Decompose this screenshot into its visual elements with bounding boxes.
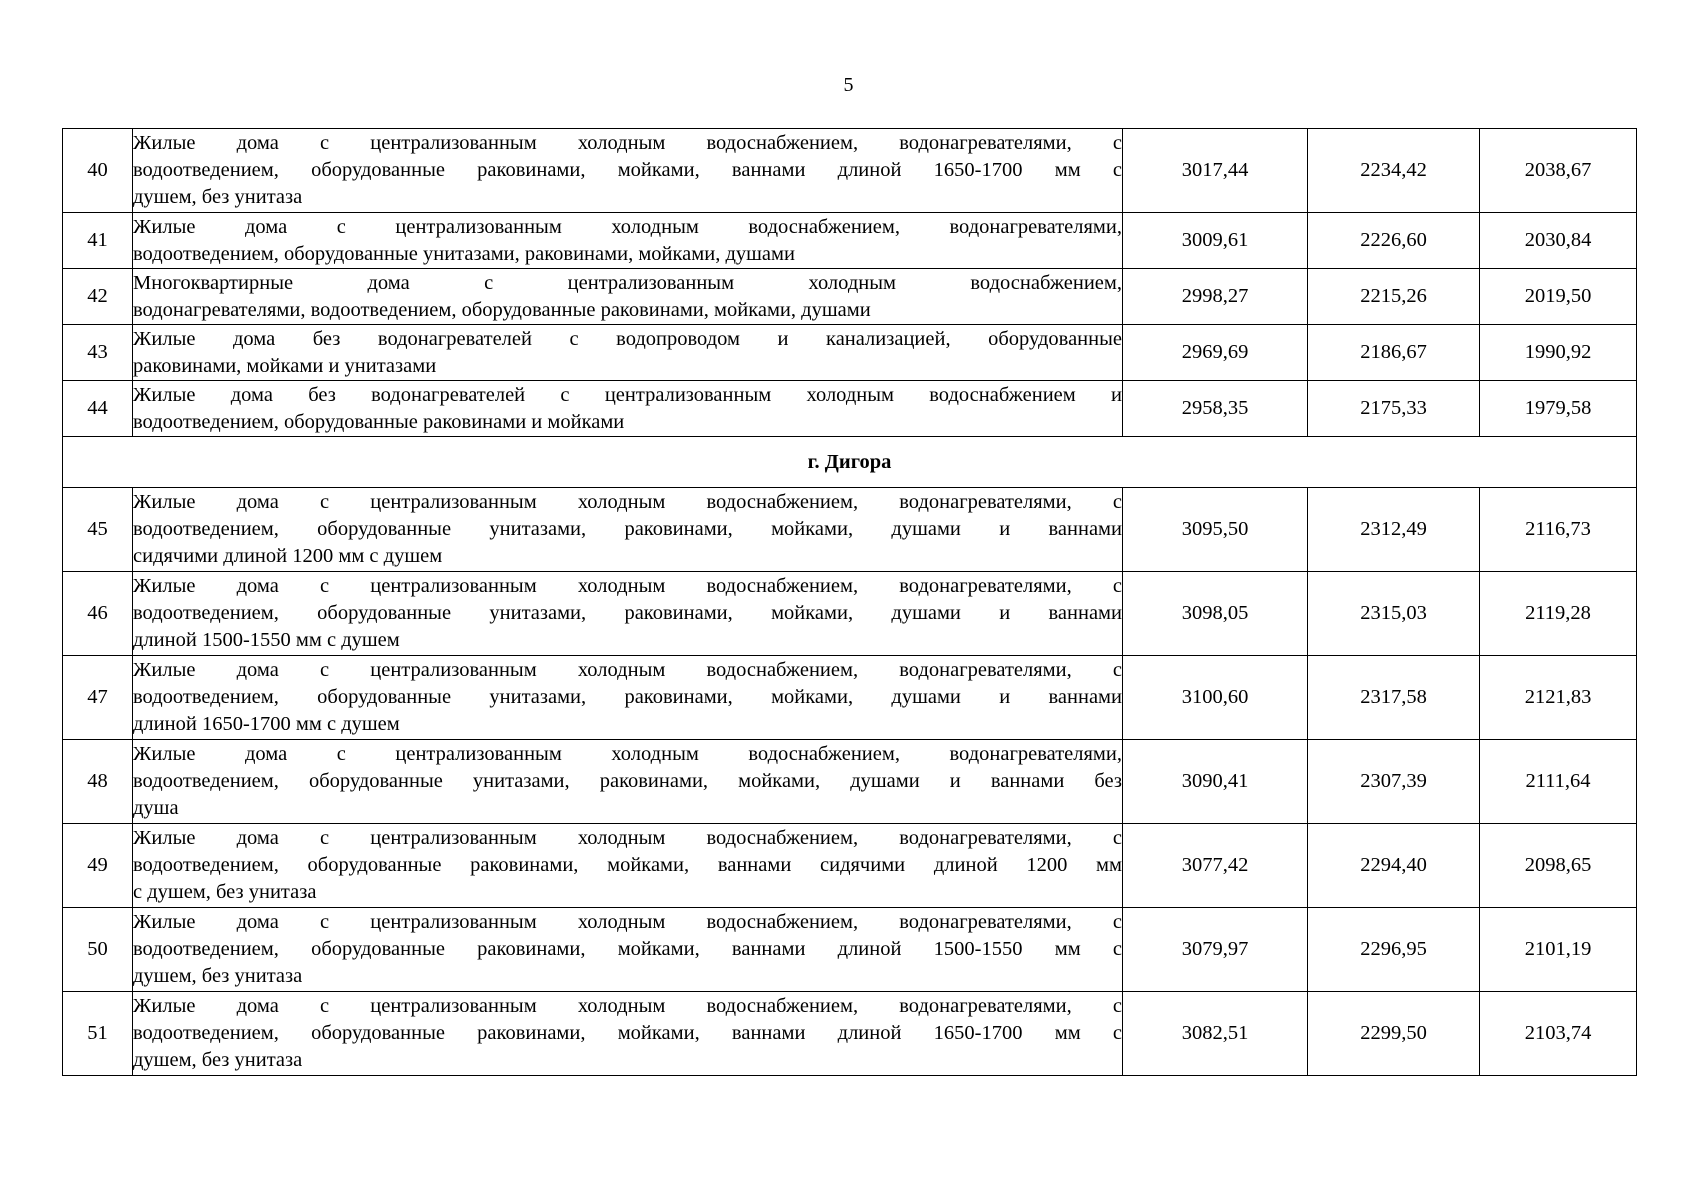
description-line: душем, без унитаза [133,186,303,208]
description-line: раковинами, мойками и унитазами [133,354,437,377]
table-section [63,437,1637,488]
row-number: 43 [63,325,133,381]
table-row [63,824,1637,908]
row-value-1: 2969,69 [1123,325,1308,381]
description-line: душа [133,797,179,819]
row-value-2: 2296,95 [1308,908,1480,992]
row-value-1: 2958,35 [1123,381,1308,437]
row-value-3: 2119,28 [1480,572,1637,656]
row-value-2: 2186,67 [1308,325,1480,381]
row-value-3: 2019,50 [1480,269,1637,325]
table-row [63,740,1637,824]
description-line: водоотведением, оборудованные раковинами, мойками, ваннами длиной 1650-1700 мм с [133,159,1122,181]
row-value-2: 2317,58 [1308,656,1480,740]
description-line: Жилые дома без водонагревателей с централизованным холодным водоснабжением и [133,383,1122,406]
table-row [63,269,1637,325]
row-value-1: 3077,42 [1123,824,1308,908]
row-description [133,325,1123,381]
row-value-1: 3098,05 [1123,572,1308,656]
description-line: душем, без унитаза [133,1049,303,1071]
description-line: Жилые дома с централизованным холодным водоснабжением, водонагревателями, с [133,659,1122,681]
row-number: 42 [63,269,133,325]
row-value-2: 2215,26 [1308,269,1480,325]
description-line: Жилые дома с централизованным холодным водоснабжением, водонагревателями, [133,215,1122,238]
row-value-2: 2312,49 [1308,488,1480,572]
row-value-3: 2030,84 [1480,213,1637,269]
description-line: водоотведением, оборудованные раковинами, мойками, ваннами длиной 1650-1700 мм с [133,1022,1122,1044]
description-line: Жилые дома с централизованным холодным водоснабжением, водонагревателями, с [133,132,1122,154]
description-line: Жилые дома с централизованным холодным водоснабжением, водонагревателями, с [133,911,1122,933]
row-value-3: 1990,92 [1480,325,1637,381]
description-line: водоотведением, оборудованные раковинами, мойками, ваннами длиной 1500-1550 мм с [133,938,1122,960]
description-line: Жилые дома с централизованным холодным водоснабжением, водонагревателями, [133,743,1122,765]
table-row [63,656,1637,740]
row-value-2: 2294,40 [1308,824,1480,908]
row-description [133,740,1123,824]
description-line: водоотведением, оборудованные унитазами, раковинами, мойками, душами и ваннами без [133,770,1122,792]
description-line: длиной 1650-1700 мм с душем [133,713,400,735]
row-description [133,908,1123,992]
row-description [133,992,1123,1076]
row-value-2: 2175,33 [1308,381,1480,437]
row-description [133,129,1123,213]
row-value-3: 2116,73 [1480,488,1637,572]
description-line: водоотведением, оборудованные унитазами, раковинами, мойками, душами и ваннами [133,518,1122,540]
row-value-1: 3079,97 [1123,908,1308,992]
table-row [63,381,1637,437]
row-value-1: 3100,60 [1123,656,1308,740]
row-value-1: 3082,51 [1123,992,1308,1076]
table-row [63,992,1637,1076]
row-value-3: 2038,67 [1480,129,1637,213]
table-row [63,572,1637,656]
row-value-3: 1979,58 [1480,381,1637,437]
table-row [63,325,1637,381]
description-line: душем, без унитаза [133,965,303,987]
description-line: водоотведением, оборудованные унитазами, раковинами, мойками, душами и ваннами [133,686,1122,708]
description-line: Жилые дома без водонагревателей с водопроводом и канализацией, оборудованные [133,327,1122,350]
section-header-row [63,437,1637,488]
section-title: г. Дигора [63,437,1637,488]
row-description [133,824,1123,908]
row-description [133,572,1123,656]
row-description [133,488,1123,572]
description-line: водоотведением, оборудованные унитазами, раковинами, мойками, душами и ваннами [133,602,1122,624]
row-description [133,269,1123,325]
row-value-1: 2998,27 [1123,269,1308,325]
row-description [133,381,1123,437]
row-number: 49 [63,824,133,908]
row-number: 50 [63,908,133,992]
row-value-3: 2098,65 [1480,824,1637,908]
row-number: 40 [63,129,133,213]
table-body-after-section [63,488,1637,1076]
row-value-3: 2121,83 [1480,656,1637,740]
description-line: Жилые дома с централизованным холодным водоснабжением, водонагревателями, с [133,827,1122,849]
row-number: 47 [63,656,133,740]
description-line: водоотведением, оборудованные унитазами, раковинами, мойками, душами [133,242,795,265]
row-number: 44 [63,381,133,437]
description-line: Жилые дома с централизованным холодным водоснабжением, водонагревателями, с [133,575,1122,597]
description-line: Многоквартирные дома с централизованным холодным водоснабжением, [133,271,1122,294]
description-line: водоотведением, оборудованные раковинами, мойками, ваннами сидячими длиной 1200 мм [133,854,1122,876]
table-body-before-section [63,129,1637,437]
row-value-1: 3017,44 [1123,129,1308,213]
row-number: 41 [63,213,133,269]
row-value-2: 2315,03 [1308,572,1480,656]
description-line: водонагревателями, водоотведением, оборудованные раковинами, мойками, душами [133,298,871,321]
description-line: длиной 1500-1550 мм с душем [133,629,400,651]
row-value-2: 2226,60 [1308,213,1480,269]
description-line: с душем, без унитаза [133,881,317,903]
row-description [133,213,1123,269]
description-line: Жилые дома с централизованным холодным водоснабжением, водонагревателями, с [133,995,1122,1017]
row-value-2: 2299,50 [1308,992,1480,1076]
tariff-table [62,128,1637,1076]
row-value-1: 3090,41 [1123,740,1308,824]
table-row [63,129,1637,213]
description-line: Жилые дома с централизованным холодным водоснабжением, водонагревателями, с [133,491,1122,513]
row-number: 51 [63,992,133,1076]
description-line: сидячими длиной 1200 мм с душем [133,545,443,567]
row-value-1: 3095,50 [1123,488,1308,572]
row-value-2: 2234,42 [1308,129,1480,213]
row-number: 45 [63,488,133,572]
table-row [63,213,1637,269]
row-value-1: 3009,61 [1123,213,1308,269]
row-description [133,656,1123,740]
row-value-3: 2111,64 [1480,740,1637,824]
table-row [63,908,1637,992]
table-row [63,488,1637,572]
row-value-3: 2101,19 [1480,908,1637,992]
description-line: водоотведением, оборудованные раковинами и мойками [133,410,625,433]
page-number: 5 [843,74,854,96]
row-value-3: 2103,74 [1480,992,1637,1076]
row-number: 48 [63,740,133,824]
row-number: 46 [63,572,133,656]
row-value-2: 2307,39 [1308,740,1480,824]
